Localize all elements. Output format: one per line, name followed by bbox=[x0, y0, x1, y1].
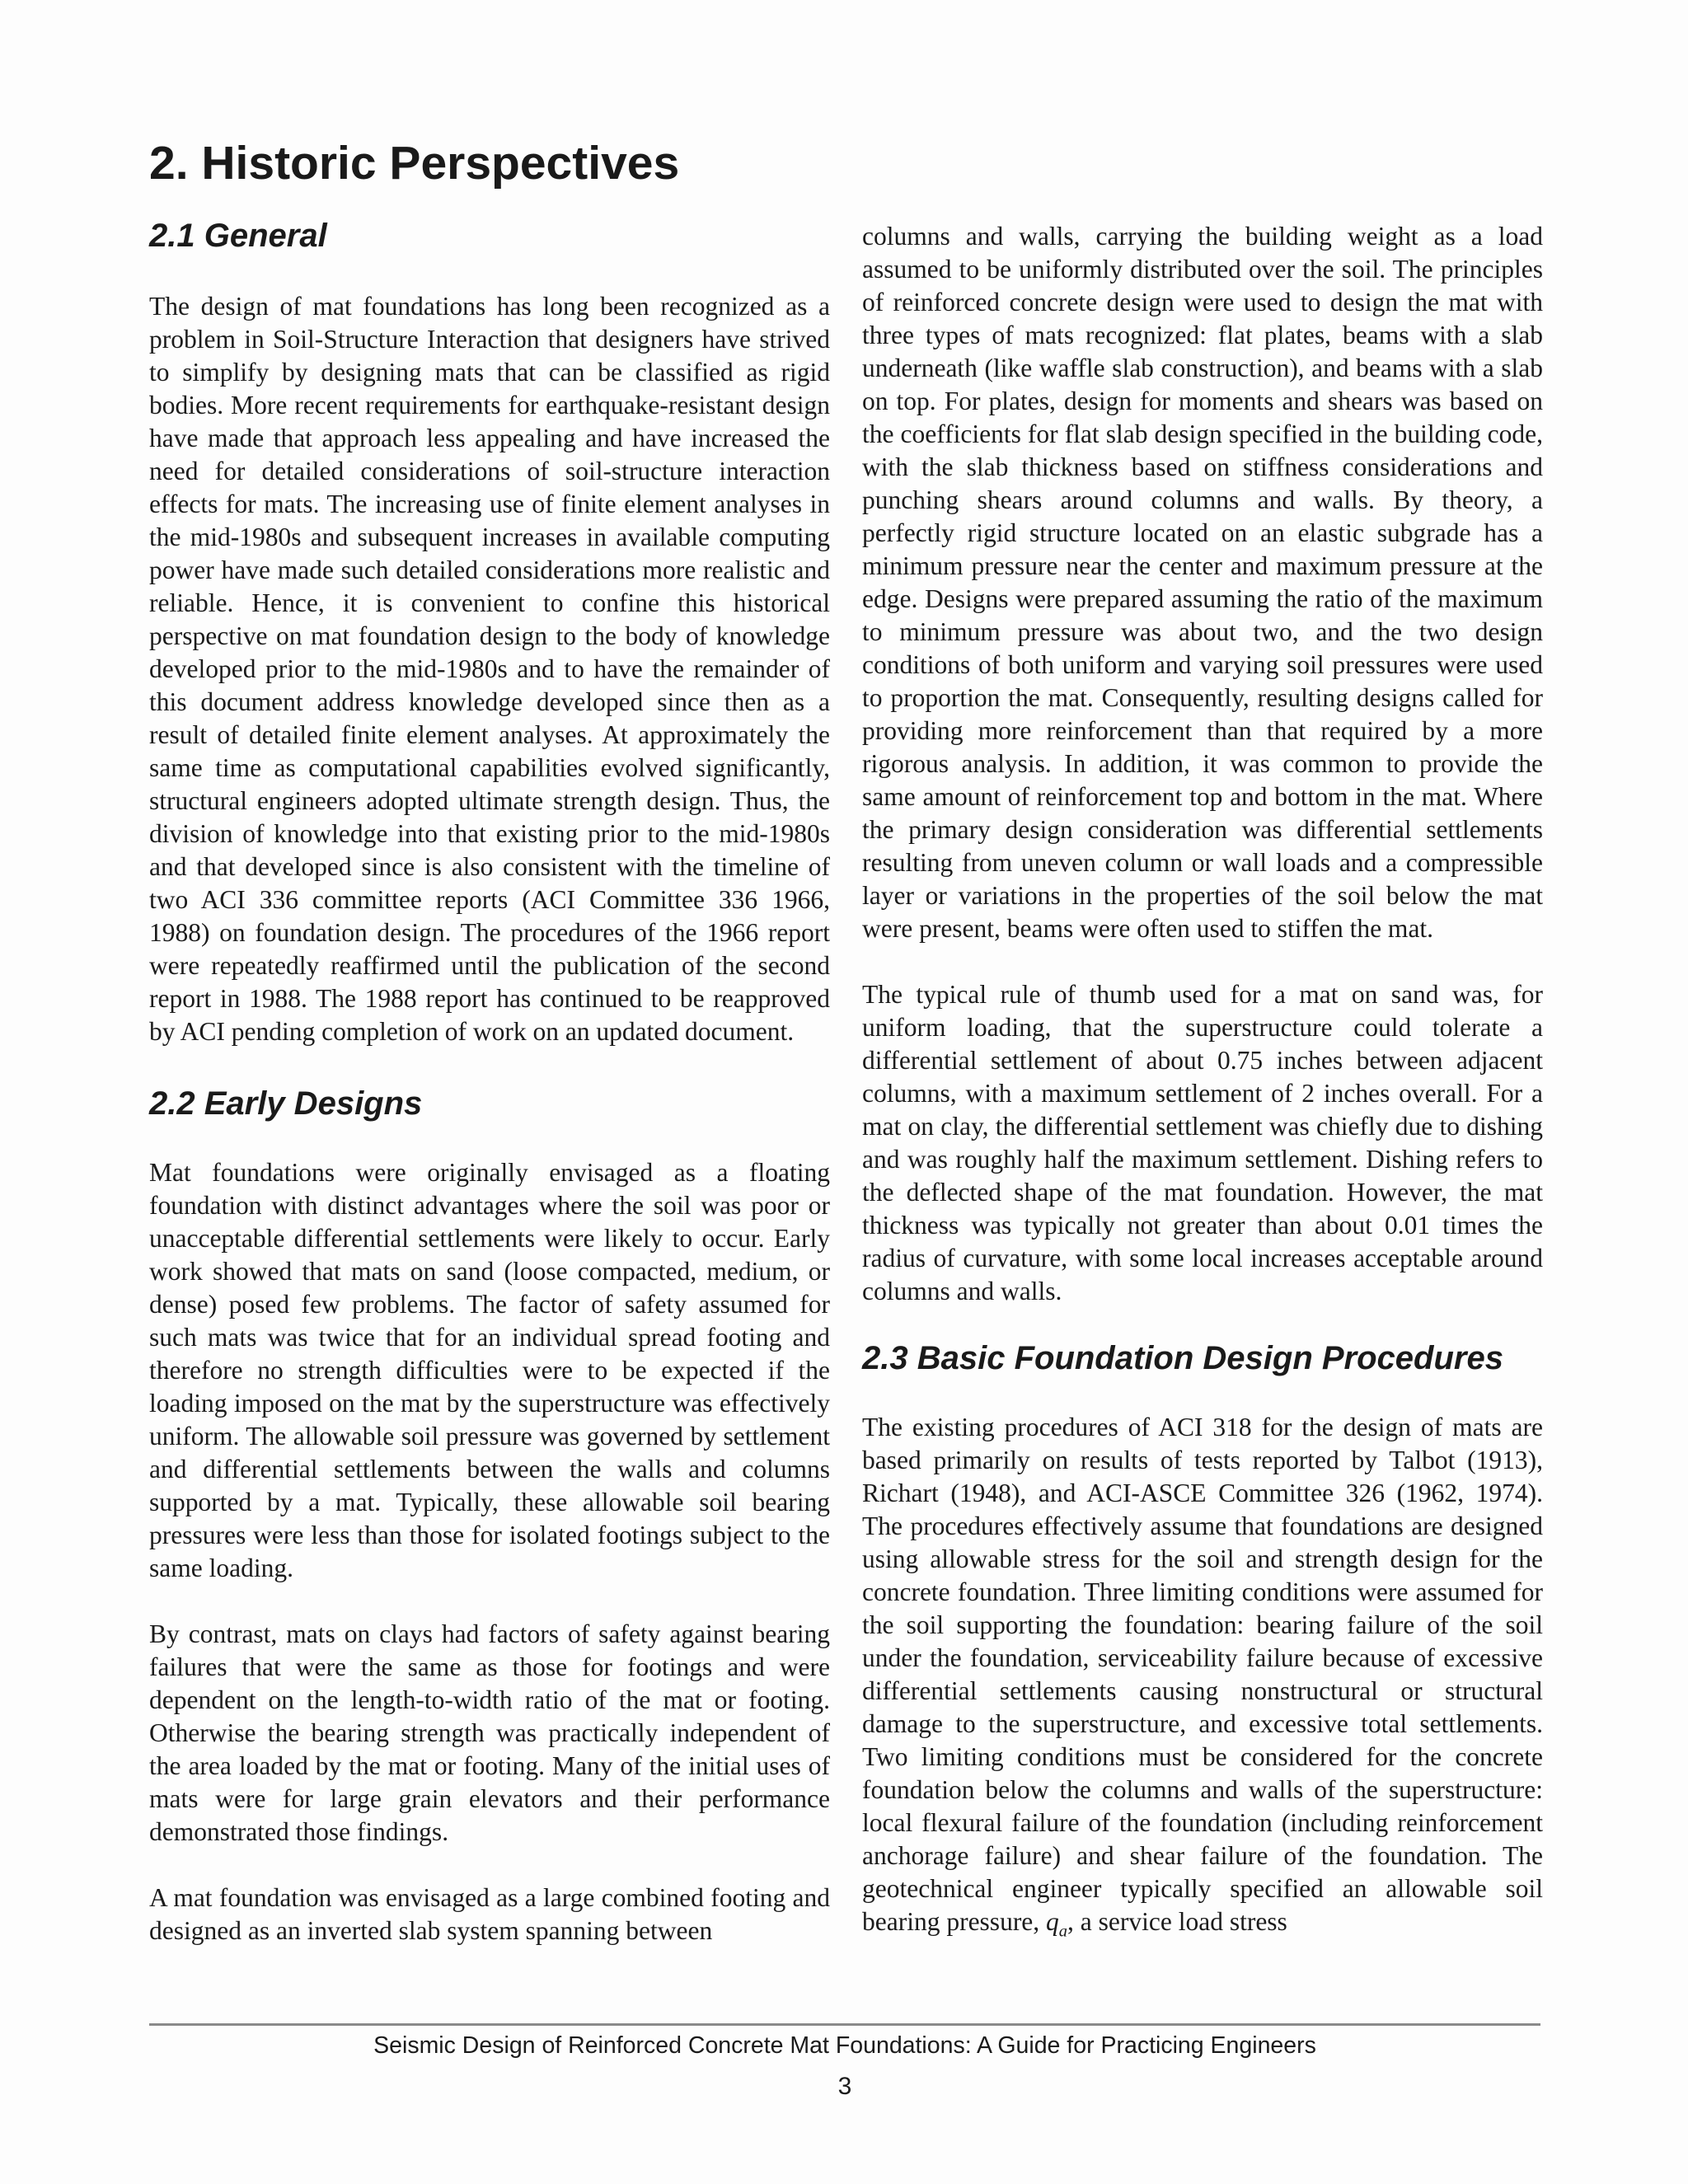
paragraph-basic-procedures-text: The existing procedures of ACI 318 for the design of mats are based primarily on results of tests reported by Talbot (1913), Richart (1948), and ACI-ASCE Committee 326 (1962, 1974). The procedures effectively assume that foundations are designed using allowable stress for the soil and strength design for the concrete foundation. Three limiting conditions were assumed for the soil supporting the foundation: bearing failure of the soil under the foundation, serviceability failure because of excessive differential settlements causing nonstructural or structural damage to the superstructure, and excessive total settlements. Two limiting conditions must be considered for the concrete foundation below the columns and walls of the superstructure: local flexural failure of the foundation (including reinforcement anchorage failure) and shear failure of the foundation. The geotechnical engineer typically specified an allowable soil bearing pressure, bbox=[862, 1413, 1543, 1936]
section-heading-general: 2.1 General bbox=[149, 218, 327, 254]
paragraph-early-designs-3-continued: columns and walls, carrying the building weight as a load assumed to be uniformly distributed over the soil. The principles of reinforced concrete design were used to design the mat with three types of mats recognized: flat plates, beams with a slab underneath (like waffle slab construction), and beams with a slab on top. For plates, design for moments and shears was based on the coefficients for flat slab design specified in the building code, with the slab thickness based on stiffness considerations and punching shears around columns and walls. By theory, a perfectly rigid structure located on an elastic subgrade has a minimum pressure near the center and maximum pressure at the edge. Designs were prepared assuming the ratio of the maximum to minimum pressure was about two, and the two design conditions of both uniform and varying soil pressures were used to proportion the mat. Consequently, resulting designs called for providing more reinforcement than that required by a more rigorous analysis. In addition, it was common to provide the same amount of reinforcement top and bottom in the mat. Where the primary design consideration was differential settlements resulting from uneven column or wall loads and a compressible layer or variations in the properties of the soil below the mat were present, beams were often used to stiffen the mat. bbox=[862, 222, 1543, 943]
page-number: 3 bbox=[837, 2073, 852, 2100]
left-column bbox=[149, 216, 830, 1947]
symbol-qa-subscript: a bbox=[1058, 1922, 1068, 1941]
section-heading-basic-procedures: 2.3 Basic Foundation Design Procedures bbox=[862, 1340, 1503, 1376]
paragraph-basic-procedures bbox=[862, 1411, 1543, 1947]
paragraph-basic-procedures-tail: , a service load stress bbox=[1067, 1907, 1287, 1936]
paragraph-general: The design of mat foundations has long been recognized as a problem in Soil-Structure Interaction that designers have strived to simplify by designing mats that can be classified as rigid bodies. More recent requirements for earthquake-resistant design have made that approach less appealing and have increased the need for detailed considerations of soil-structure interaction effects for mats. The increasing use of finite element analyses in the mid-1980s and subsequent increases in available computing power have made such detailed considerations more realistic and reliable. Hence, it is convenient to confine this historical perspective on mat foundation design to the body of knowledge developed prior to the mid-1980s and to have the remainder of this document address knowledge developed since then as a result of detailed finite element analyses. At approximately the same time as computational capabilities evolved significantly, structural engineers adopted ultimate strength design. Thus, the division of knowledge into that existing prior to the mid-1980s and that developed since is also consistent with the timeline of two ACI 336 committee reports (ACI Committee 336 1966, 1988) on foundation design. The procedures of the 1966 report were repeatedly reaffirmed until the publication of the second report in 1988. The 1988 report has continued to be reapproved by ACI pending completion of work on an updated document. bbox=[149, 292, 830, 1046]
paragraph-early-designs-2: By contrast, mats on clays had factors of safety against bearing failures that were the same as those for footings and were dependent on the length-to-width ratio of the mat or footing. Otherwise the bearing strength was practically independent of the area loaded by the mat or footing. Many of the initial uses of mats were for large grain elevators and their performance demonstrated those findings. bbox=[149, 1619, 830, 1846]
symbol-qa bbox=[1046, 1907, 1068, 1941]
paragraph-early-designs-4: The typical rule of thumb used for a mat on sand was, for uniform loading, that the superstructure could tolerate a differential settlement of about 0.75 inches between adjacent columns, with a maximum settlement of 2 inches overall. For a mat on clay, the differential settlement was chiefly due to dishing and was roughly half the maximum settlement. Dishing refers to the deflected shape of the mat foundation. However, the mat thickness was typically not greater than about 0.01 times the radius of curvature, with some local increases acceptable around columns and walls. bbox=[862, 980, 1543, 1305]
symbol-qa-base: q bbox=[1046, 1907, 1059, 1936]
section-heading-early-designs: 2.2 Early Designs bbox=[149, 1085, 423, 1122]
chapter-title: 2. Historic Perspectives bbox=[149, 137, 680, 190]
paragraph-early-designs-3-start: A mat foundation was envisaged as a large combined footing and designed as an inverted slab system spanning between bbox=[149, 1883, 830, 1945]
right-column bbox=[862, 220, 1543, 1947]
footer-title: Seismic Design of Reinforced Concrete Mat Foundations: A Guide for Practicing Engineers bbox=[373, 2032, 1316, 2059]
paragraph-early-designs-1: Mat foundations were originally envisaged as a floating foundation with distinct advantages where the soil was poor or unacceptable differential settlements were likely to occur. Early work showed that mats on sand (loose compacted, medium, or dense) posed few problems. The factor of safety assumed for such mats was twice that for an individual spread footing and therefore no strength difficulties were to be expected if the loading imposed on the mat by the superstructure was effectively uniform. The allowable soil pressure was governed by settlement and differential settlements between the walls and columns supported by a mat. Typically, these allowable soil bearing pressures were less than those for isolated footings subject to the same loading. bbox=[149, 1158, 830, 1582]
footer-divider bbox=[149, 2023, 1540, 2026]
